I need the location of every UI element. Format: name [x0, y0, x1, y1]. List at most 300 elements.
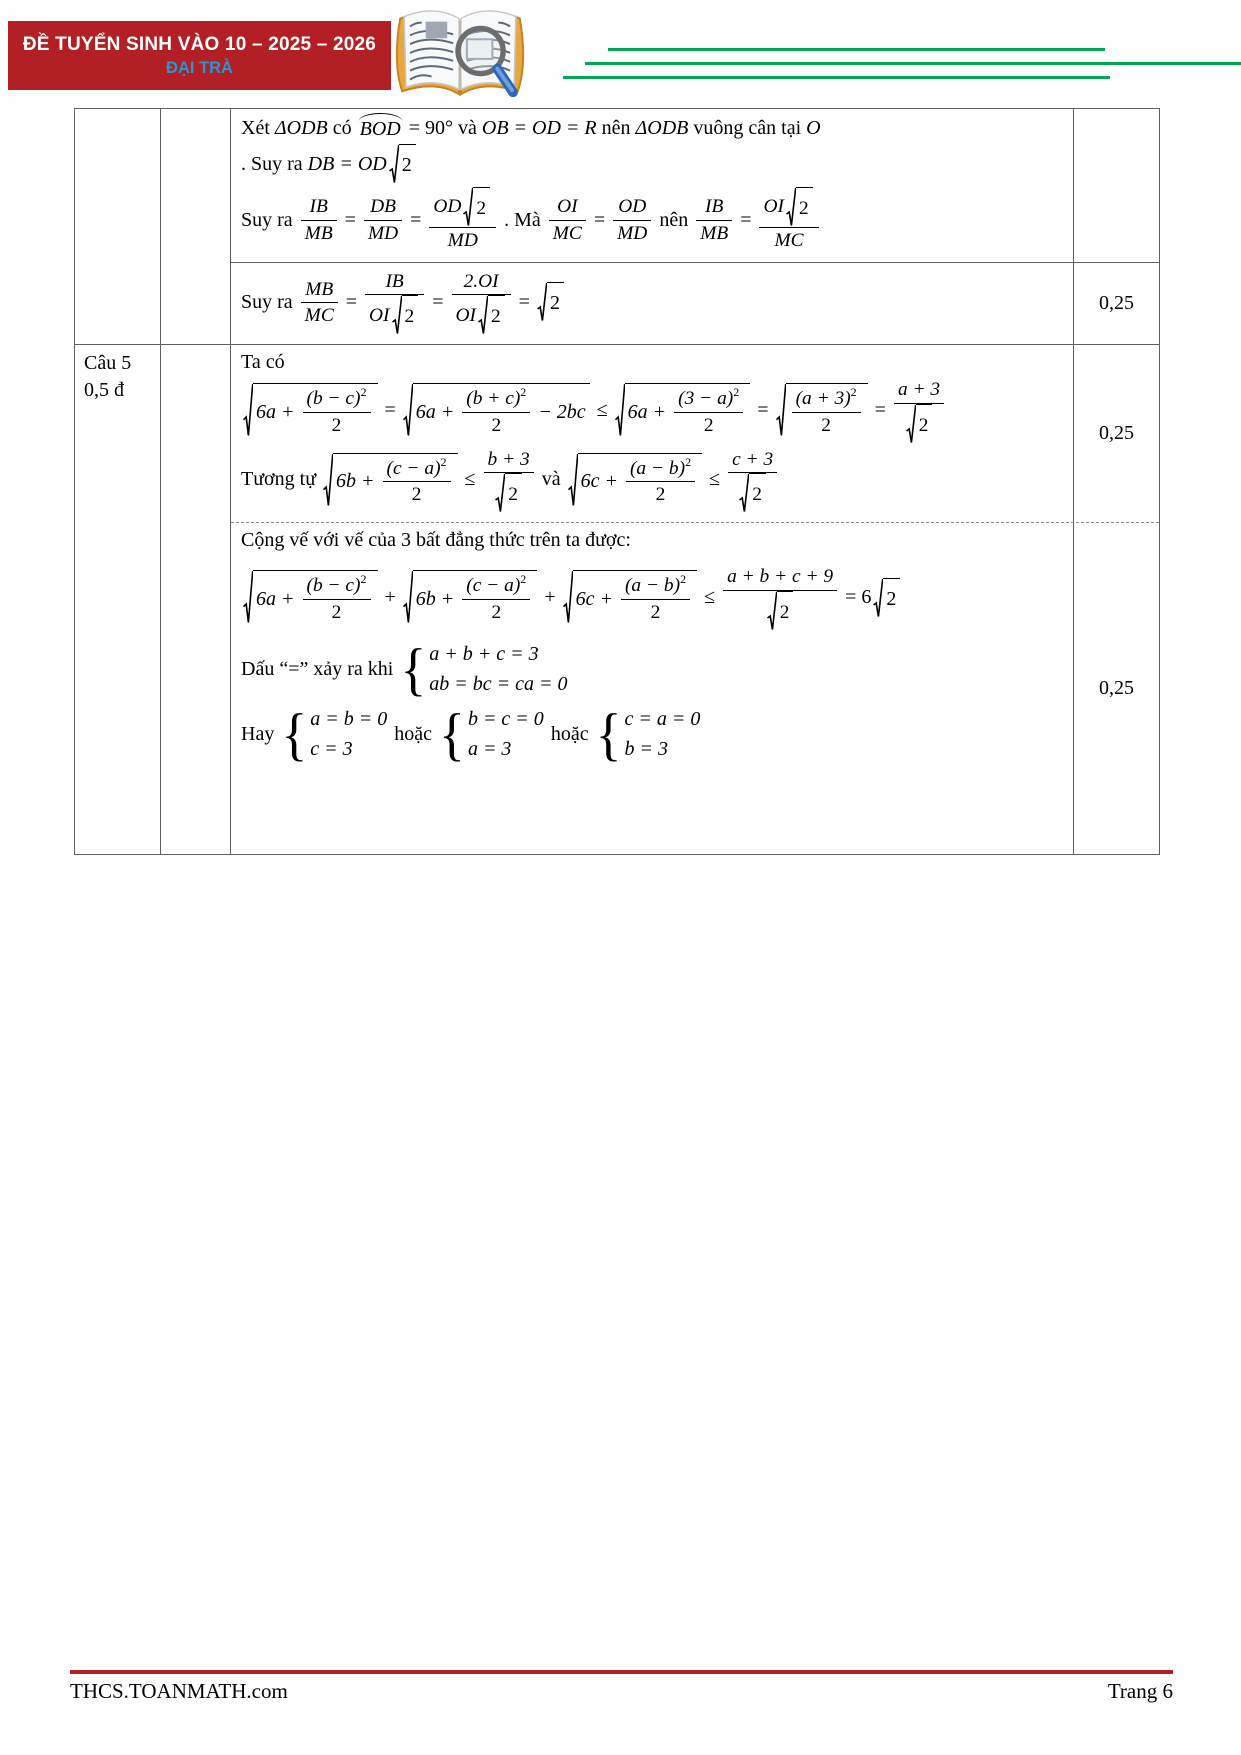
- radical: [389, 144, 416, 184]
- left-brace: {: [281, 701, 308, 766]
- math-text: Ta có: [241, 351, 285, 374]
- fraction: [364, 194, 402, 245]
- math-text: hoặc: [389, 722, 438, 745]
- points-cell: 0,25: [1073, 345, 1159, 522]
- math-var: 2.OI: [463, 271, 499, 293]
- radical-sign: [389, 144, 399, 184]
- radical: [478, 295, 505, 335]
- math-text: = 6: [840, 586, 872, 609]
- fraction: [484, 447, 534, 513]
- solution-cell: [231, 523, 1073, 854]
- math-line: [241, 636, 1067, 701]
- math-line: [241, 447, 1067, 513]
- radical-sign: [563, 570, 573, 624]
- fraction: [621, 573, 690, 624]
- points-cell: 0,25: [1073, 523, 1159, 854]
- math-line: [241, 351, 1067, 374]
- math-text: 2: [491, 601, 502, 623]
- math-text: 2: [490, 306, 501, 328]
- math-text: vuông cân tại: [688, 116, 807, 139]
- math-var: (c − a): [466, 575, 521, 597]
- angle-arc: BOD: [357, 115, 404, 141]
- fraction: [549, 194, 586, 245]
- footer-rule: [70, 1670, 1173, 1674]
- math-var: DB: [370, 196, 396, 218]
- math-text: =: [735, 208, 757, 231]
- fraction: [728, 447, 777, 513]
- radical: [767, 591, 794, 631]
- math-text: 2: [331, 414, 342, 436]
- math-var: OB = OD = R: [481, 116, 597, 139]
- math-var: IB: [309, 196, 328, 218]
- math-text: ≤: [699, 586, 721, 609]
- numerator: [484, 447, 534, 472]
- math-var: a + b + c + 9: [727, 566, 834, 588]
- radical-sign: [739, 473, 749, 513]
- math-var: MD: [447, 230, 478, 251]
- math-var: 6a +: [627, 400, 672, 423]
- part-label-cell: [161, 109, 231, 344]
- math-var: b + 3: [487, 448, 530, 470]
- math-var: MB: [305, 278, 334, 300]
- radical: [568, 453, 702, 507]
- fraction: [429, 187, 496, 253]
- math-text: 2: [703, 414, 714, 436]
- denominator: [894, 403, 944, 444]
- superscript: 2: [685, 454, 692, 469]
- fraction: [383, 456, 451, 507]
- math-var: a + 3: [897, 379, 941, 401]
- numerator: [462, 573, 530, 598]
- math-text: 2: [918, 414, 929, 436]
- fraction: [303, 573, 371, 624]
- header-banner: [8, 21, 391, 90]
- radicand: [399, 144, 416, 184]
- math-var: (a − b): [629, 457, 686, 479]
- math-var: MC: [552, 222, 582, 244]
- case-row: [310, 738, 387, 761]
- numerator: [613, 194, 651, 219]
- numerator: [894, 377, 944, 402]
- superscript: 2: [520, 385, 527, 400]
- radicand: [883, 578, 900, 618]
- page-number: Trang 6: [1107, 1679, 1173, 1703]
- denominator: [462, 599, 530, 625]
- radicand: [916, 404, 933, 444]
- numerator: [301, 194, 337, 219]
- brace-group: [400, 636, 568, 701]
- math-line: [241, 269, 566, 335]
- superscript: 2: [360, 385, 367, 400]
- math-var: OI: [455, 304, 476, 326]
- radical: [403, 383, 590, 437]
- table-row: [231, 109, 1159, 262]
- math-text: =: [340, 290, 363, 313]
- math-line: [241, 377, 1067, 443]
- radical-sign: [243, 570, 253, 624]
- math-var: MC: [304, 304, 334, 326]
- math-text: 2: [798, 197, 809, 219]
- case-row: [468, 708, 544, 731]
- numerator: [759, 187, 818, 227]
- radical: [243, 383, 378, 437]
- case-row: [625, 738, 701, 761]
- left-brace: {: [400, 636, 427, 701]
- math-var: a = 3: [467, 737, 512, 760]
- math-var: b = 3: [624, 737, 668, 760]
- fraction: [674, 386, 743, 437]
- radicand: [749, 473, 766, 513]
- math-text: = 90° và: [403, 116, 482, 139]
- math-var: (3 − a): [678, 388, 734, 410]
- denominator: [621, 599, 690, 625]
- math-text: =: [339, 208, 361, 231]
- table-band-question5: [75, 344, 1159, 854]
- math-text: 2: [752, 483, 762, 505]
- radical: [495, 473, 522, 513]
- denominator: [301, 302, 338, 328]
- radical-sign: [243, 383, 253, 437]
- radical-sign: [537, 282, 547, 322]
- math-text: =: [752, 399, 774, 422]
- case-row: [310, 708, 387, 731]
- numerator: [621, 573, 690, 598]
- answer-table: [74, 108, 1160, 855]
- math-var: 6b +: [336, 469, 380, 492]
- math-var: (b − c): [306, 575, 361, 597]
- radicand: [578, 453, 702, 507]
- radical-sign: [478, 295, 488, 335]
- question-label-cell: [75, 109, 161, 344]
- math-var: MB: [304, 222, 333, 244]
- radicand: [505, 473, 522, 513]
- math-var: MD: [617, 222, 648, 244]
- superscript: 2: [680, 572, 687, 587]
- math-text: 2: [401, 154, 412, 176]
- radical: [403, 570, 538, 624]
- math-var: (b − c): [306, 388, 361, 410]
- superscript: 2: [360, 572, 367, 587]
- denominator: [626, 481, 695, 507]
- math-line: [241, 115, 1067, 141]
- radical: [563, 570, 697, 624]
- math-text: =: [405, 208, 427, 231]
- math-text: 2: [886, 587, 897, 610]
- radicand: [253, 383, 378, 437]
- denominator: [303, 599, 371, 625]
- math-var: ΔODB: [274, 116, 328, 139]
- fraction: [462, 573, 530, 624]
- radical-sign: [495, 473, 505, 513]
- math-text: . Suy ra: [241, 152, 308, 175]
- math-text: Tương tự: [241, 468, 322, 491]
- numerator: [549, 194, 586, 219]
- math-text: Suy ra: [241, 290, 298, 313]
- case-rows: [429, 643, 567, 696]
- fraction: [462, 386, 530, 437]
- left-brace: {: [595, 701, 622, 766]
- table-row: [231, 262, 1159, 344]
- table-row: [231, 522, 1159, 854]
- numerator: [301, 277, 338, 302]
- math-text: =: [427, 290, 449, 313]
- radical: [323, 453, 458, 507]
- radical-sign: [403, 383, 413, 437]
- points-cell: 0,25: [1073, 263, 1159, 344]
- numerator: [364, 194, 402, 219]
- math-var: ab = bc = ca = 0: [429, 672, 568, 695]
- math-line: [241, 564, 1067, 630]
- superscript: 2: [733, 385, 740, 400]
- radical: [906, 404, 933, 444]
- radical-sign: [568, 453, 578, 507]
- footer-site-link: THCS.TOANMATH.com: [70, 1679, 288, 1703]
- math-var: OD: [433, 196, 462, 218]
- math-text: Xét: [241, 116, 275, 139]
- math-var: a = b = 0: [310, 707, 388, 730]
- fraction: [759, 187, 818, 253]
- radicand: [253, 570, 378, 624]
- fraction: [301, 277, 338, 328]
- math-var: 6c +: [580, 469, 623, 492]
- radicand: [473, 187, 490, 227]
- denominator: [549, 220, 586, 246]
- numerator: [626, 456, 695, 481]
- math-var: ΔODB: [635, 116, 689, 139]
- math-text: 2: [650, 601, 661, 623]
- numerator: [696, 194, 732, 219]
- radical: [615, 383, 751, 437]
- radical-sign: [403, 570, 413, 624]
- radical-sign: [615, 383, 625, 437]
- table-band-question4: [75, 109, 1159, 344]
- math-text: ≤: [591, 399, 613, 422]
- math-text: Hay: [241, 722, 280, 745]
- math-text: ≤: [459, 468, 481, 491]
- numerator: [303, 573, 371, 598]
- numerator: [429, 187, 496, 227]
- radical-sign: [786, 187, 796, 227]
- denominator: [365, 294, 424, 335]
- fraction: [301, 194, 337, 245]
- denominator: [452, 294, 511, 335]
- fraction: [452, 269, 511, 335]
- radicand: [413, 570, 538, 624]
- math-line: [241, 144, 1067, 184]
- fraction: [894, 377, 944, 443]
- numerator: [303, 386, 371, 411]
- superscript: 2: [440, 454, 447, 469]
- math-var: (b + c): [466, 388, 521, 410]
- math-text: Suy ra: [241, 208, 298, 231]
- math-var: 6c +: [575, 587, 618, 610]
- radicand: [573, 570, 697, 624]
- math-line: [241, 529, 1067, 552]
- green-rule-1: [608, 48, 1105, 51]
- math-var: IB: [385, 271, 404, 293]
- radicand: [625, 383, 751, 437]
- denominator: [303, 412, 371, 438]
- denominator: [792, 412, 861, 438]
- question-label-cell: [75, 345, 161, 854]
- math-var: MC: [774, 230, 804, 251]
- math-var: OD: [618, 196, 647, 218]
- green-rule-3: [563, 76, 1110, 79]
- numerator: [462, 386, 530, 411]
- math-line: [241, 701, 1067, 766]
- radical-sign: [776, 383, 786, 437]
- math-text: =: [513, 290, 535, 313]
- math-var: MB: [700, 222, 729, 244]
- math-var: IB: [705, 196, 724, 218]
- radicand: [413, 383, 590, 437]
- superscript: 2: [850, 385, 857, 400]
- radicand: [777, 591, 794, 631]
- numerator: [383, 456, 451, 481]
- radical: [776, 383, 868, 437]
- numerator: [674, 386, 743, 411]
- fraction: [365, 269, 424, 335]
- math-var: b = c = 0: [467, 707, 544, 730]
- radical-sign: [463, 187, 473, 227]
- denominator: [728, 472, 777, 513]
- question-points: 0,5 đ: [84, 379, 124, 402]
- radical: [537, 282, 564, 322]
- math-var: (c − a): [386, 457, 441, 479]
- fraction: [792, 386, 861, 437]
- radicand: [547, 282, 564, 322]
- math-var: 6a +: [415, 400, 460, 423]
- denominator: [383, 481, 451, 507]
- book-magnifier-logo: [386, 2, 534, 105]
- math-var: 6a +: [256, 400, 300, 423]
- math-text: 2: [779, 601, 790, 623]
- denominator: [759, 227, 818, 253]
- part-label-cell: [161, 345, 231, 854]
- math-text: =: [869, 399, 891, 422]
- math-text: ≤: [704, 468, 726, 491]
- solution-cell: [231, 109, 1073, 262]
- question-number: Câu 5: [84, 352, 132, 375]
- denominator: [364, 220, 402, 246]
- radicand: [786, 383, 868, 437]
- denominator: [462, 412, 530, 438]
- brace-group: [281, 701, 388, 766]
- math-text: Dấu “=” xảy ra khi: [241, 657, 399, 680]
- numerator: [365, 269, 424, 294]
- math-var: 6b +: [415, 587, 460, 610]
- numerator: [452, 269, 511, 294]
- math-text: +: [539, 586, 561, 609]
- math-text: 2: [476, 197, 487, 219]
- fraction: [626, 456, 695, 507]
- math-text: hoặc: [545, 722, 594, 745]
- math-text: nên: [596, 116, 636, 139]
- math-text: +: [379, 586, 401, 609]
- radical-sign: [323, 453, 333, 507]
- case-row: [625, 708, 701, 731]
- fraction: [696, 194, 732, 245]
- math-text: Cộng vế với vế của 3 bất đẳng thức trên ta được:: [241, 529, 631, 552]
- fraction: [303, 386, 371, 437]
- math-var: a + b + c = 3: [429, 642, 539, 665]
- math-var: MD: [367, 222, 399, 244]
- radicand: [333, 453, 458, 507]
- math-var: c = a = 0: [624, 707, 701, 730]
- case-rows: [310, 708, 387, 761]
- math-text: 2: [821, 414, 831, 436]
- denominator: [723, 590, 837, 631]
- math-var: (a + 3): [795, 388, 851, 410]
- math-var: c = 3: [310, 737, 353, 760]
- left-brace: {: [439, 701, 465, 766]
- green-rule-2: [585, 62, 1241, 65]
- denominator: [484, 472, 534, 513]
- radical: [873, 578, 900, 618]
- brace-group: [439, 701, 544, 766]
- numerator: [723, 564, 837, 589]
- denominator: [301, 220, 337, 246]
- math-text: và: [536, 468, 566, 491]
- math-text: 2: [411, 483, 422, 505]
- fraction: [613, 194, 651, 245]
- brace-group: [595, 701, 701, 766]
- case-rows: [625, 708, 701, 761]
- footer: [70, 1679, 1173, 1704]
- radical: [392, 295, 419, 335]
- radicand: [488, 295, 505, 335]
- solution-cell: [231, 263, 1073, 344]
- radical: [786, 187, 813, 227]
- numerator: [728, 447, 777, 472]
- case-row: [429, 673, 567, 696]
- math-var: OI: [557, 196, 578, 218]
- table-row: [231, 345, 1159, 522]
- denominator: [613, 220, 651, 246]
- math-text: 2: [549, 292, 560, 315]
- math-text: 2: [404, 306, 415, 328]
- numerator: [792, 386, 861, 411]
- case-row: [429, 643, 567, 666]
- math-line: [241, 187, 1067, 253]
- radical: [243, 570, 378, 624]
- math-var: c + 3: [732, 448, 774, 470]
- math-text: 2: [508, 483, 518, 505]
- fraction: [723, 564, 837, 630]
- math-var: O: [806, 116, 821, 139]
- math-text: =: [588, 208, 611, 231]
- math-var: OI: [369, 304, 390, 326]
- page-image-block: [426, 22, 448, 39]
- page-subtitle: ĐẠI TRÀ: [166, 58, 233, 77]
- math-text: có: [327, 116, 357, 139]
- radical-sign: [873, 578, 883, 618]
- math-text: 2: [655, 483, 666, 505]
- solution-cell: [231, 345, 1073, 522]
- case-rows: [468, 708, 544, 761]
- points-cell: [1073, 109, 1159, 262]
- page-title: ĐỀ TUYỂN SINH VÀO 10 – 2025 – 2026: [22, 33, 377, 55]
- radical-sign: [767, 591, 777, 631]
- math-text: nên: [654, 208, 694, 231]
- denominator: [674, 412, 743, 438]
- radical: [463, 187, 490, 227]
- denominator: [696, 220, 732, 246]
- math-text: 2: [331, 601, 342, 623]
- math-var: − 2bc: [533, 400, 586, 423]
- radicand: [796, 187, 813, 227]
- math-text: 2: [491, 414, 502, 436]
